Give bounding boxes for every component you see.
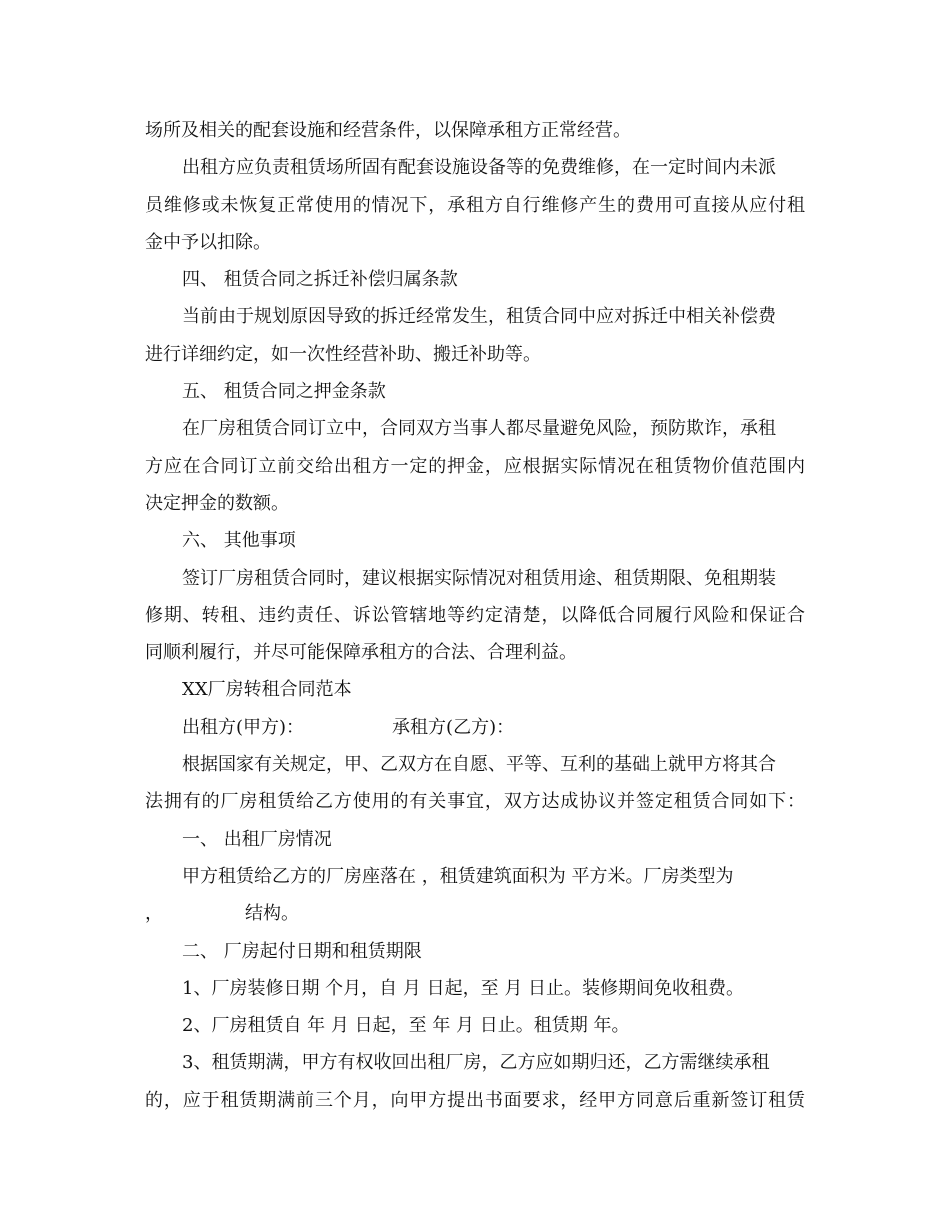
document-body: [145, 112, 805, 1119]
paragraph-line: 当前由于规划原因导致的拆迁经常发生，租赁合同中应对拆迁中相关补偿费: [182, 306, 776, 328]
paragraph-line: 方应在合同订立前交给出租方一定的押金，应根据实际情况在租赁物价值范围内: [145, 455, 805, 477]
contract-title: XX厂房转租合同范本: [182, 679, 352, 701]
paragraph-line: 法拥有的厂房租赁给乙方使用的有关事宜，双方达成协议并签定租赁合同如下：: [145, 791, 805, 813]
section-heading: 六、 其他事项: [182, 530, 296, 552]
paragraph-line: 在厂房租赁合同订立中，合同双方当事人都尽量避免风险，预防欺诈，承租: [182, 418, 776, 440]
paragraph-line: 进行详细约定，如一次性经营补助、搬迁补助等。: [145, 343, 541, 365]
paragraph-line: 场所及相关的配套设施和经营条件，以保障承租方正常经营。: [145, 120, 631, 141]
paragraph-line: 根据国家有关规定，甲、乙双方在自愿、平等、互利的基础上就甲方将其合: [182, 754, 776, 776]
paragraph-line: 的，应于租赁期满前三个月，向甲方提出书面要求，经甲方同意后重新签订租赁: [145, 1089, 805, 1111]
lessee-label: 承租方(乙方)：: [392, 716, 515, 738]
section-heading: 五、 租赁合同之押金条款: [182, 381, 386, 403]
lessor-label: 出租方(甲方)：: [182, 716, 305, 738]
paragraph-line: 甲方租赁给乙方的厂房座落在 ，租赁建筑面积为 平方米。厂房类型为: [182, 865, 734, 887]
paragraph-line: [145, 895, 805, 932]
paragraph-line: 1、厂房装修日期 个月，自 月 日起，至 月 日止。装修期间免收租费。: [182, 977, 745, 999]
paragraph-line: 3、租赁期满，甲方有权收回出租厂房，乙方应如期归还，乙方需继续承租: [182, 1052, 770, 1074]
parties-line: [145, 709, 805, 746]
paragraph-line: 同顺利履行，并尽可能保障承租方的合法、合理利益。: [145, 642, 577, 664]
section-heading: 一、 出租厂房情况: [182, 828, 332, 850]
paragraph-line: 2、厂房租赁自 年 月 日起，至 年 月 日止。租赁期 年。: [182, 1015, 630, 1037]
comma-fragment: ，: [145, 903, 163, 925]
section-heading: 四、 租赁合同之拆迁补偿归属条款: [182, 269, 458, 291]
structure-fragment: 结构。: [245, 903, 299, 925]
paragraph-line: 金中予以扣除。: [145, 231, 271, 253]
paragraph-line: 员维修或未恢复正常使用的情况下，承租方自行维修产生的费用可直接从应付租: [145, 194, 805, 216]
section-heading: 二、 厂房起付日期和租赁期限: [182, 940, 422, 962]
paragraph-line: 出租方应负责租赁场所固有配套设施设备等的免费维修，在一定时间内未派: [182, 157, 776, 179]
paragraph-line: 签订厂房租赁合同时，建议根据实际情况对租赁用途、租赁期限、免租期装: [182, 567, 776, 589]
paragraph-line: 修期、转租、违约责任、诉讼管辖地等约定清楚，以降低合同履行风险和保证合: [145, 604, 805, 626]
paragraph-line: 决定押金的数额。: [145, 492, 289, 514]
